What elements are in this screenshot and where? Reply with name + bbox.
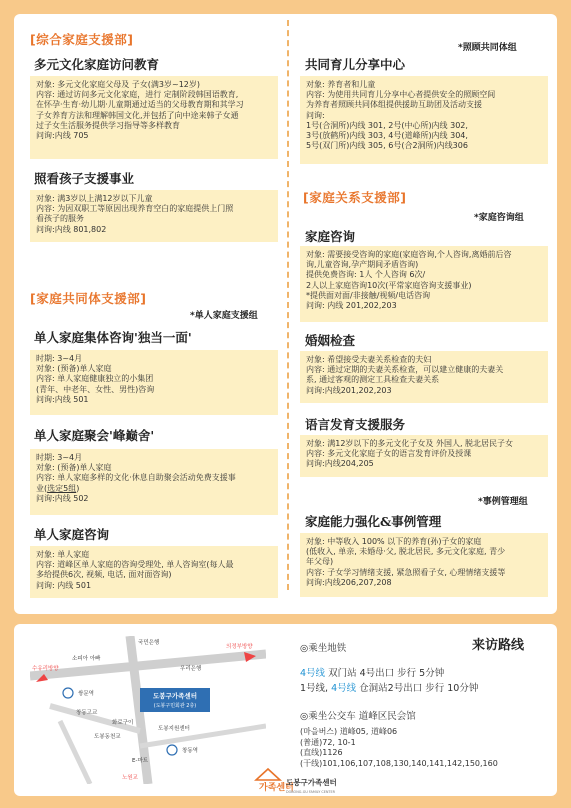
group-tag-care-community: *照顾共同体组 — [458, 43, 517, 53]
info-box-family-counsel: 对象: 需要接受咨询的家庭(家庭咨询,个人咨询,离婚前后咨 询,儿童咨询,孕产期间矛盾咨询) 提供免费咨询: 1人 个人咨询 6次/ 2人以上家庭咨询10次(平常家庭咨询支援事业) *提供面对面/非接触/视频/电话咨询 问询: 内线 201,202,203 — [300, 246, 548, 322]
subway-route-1: 4号线 双门站 4号出口 步行 5分钟 — [300, 668, 445, 679]
map-label-dobong-cheon: 도봉동천교 — [94, 734, 121, 740]
logo-mark-text: 가족센터 — [259, 783, 294, 793]
bus-lines: (마을버스) 道峰05, 道峰06 (普通)72, 10-1 (直线)1126 (干线)101,106,107,108,130,140,141,142,150,160 — [300, 727, 498, 768]
map-label-nowon: 노원교 — [122, 775, 138, 781]
info-box-capacity: 对象: 中等收入 100% 以下的养育(孙)子女的家庭 (低收入, 单亲, 未婚母·父, 脱北居民, 多元文化家庭, 青少 年父母) 内容: 子女学习情绪支援, 紧急照看子女, 心理情绪支援等 问询:内线206,207,208 — [300, 533, 548, 597]
map-label-woori: 우리은행 — [180, 666, 202, 672]
group-tag-family-counsel: *家庭咨询组 — [474, 213, 524, 223]
column-divider — [287, 20, 289, 590]
logo-subtitle: DOBONG-GU FAMILY CENTER — [286, 790, 335, 794]
heading-language-development: 语言发育支援服务 — [305, 417, 406, 432]
map-label-changdong: 창동역 — [182, 748, 198, 754]
section-title-integrated-support: [综合家庭支援部] — [30, 32, 134, 47]
heading-childcare-support: 照看孩子支援事业 — [34, 171, 135, 186]
family-center-logo — [254, 766, 350, 804]
bus-heading: ◎乘坐公交车 道峰区民会馆 — [300, 711, 416, 722]
group-tag-single-household: *单人家庭支援组 — [190, 311, 258, 321]
heading-multicultural-visit-education: 多元文化家庭访问教育 — [34, 57, 160, 72]
location-map — [30, 636, 266, 784]
heading-single-group-counsel: 单人家庭集体咨询'独当一面' — [34, 330, 192, 345]
route-title: 来访路线 — [472, 638, 525, 653]
map-center-label: 도봉구가족센터 — [153, 692, 197, 700]
map-label-kookmin: 국민은행 — [138, 640, 160, 646]
map-station-marker-changdong — [167, 745, 177, 755]
map-label-ssangmun: 쌍문역 — [78, 691, 94, 697]
info-box-multicultural: 对象: 多元文化家庭父母及 子女(满3岁~12岁) 内容: 通过访问多元文化家庭，进行 定制阶段韩国语教育, 在怀孕·生育·幼儿期·儿童期通过适当的父母教育期和其学习 子女养育方法和理解韩国文化,并包括了向中途来韩子女通 过子女生活服务提供学习指导等多样教育 问询:内线 705 — [30, 76, 278, 159]
info-box-single-meetup: 时期: 3~4月 对象: (预备)单人家庭 内容: 单人家庭多样的文化·休息自助聚会活动免费支援事 业(选定5组) 问询:内线 502 — [30, 449, 278, 515]
info-box-marriage-check: 对象: 希望接受夫妻关系检查的夫妇 内容: 通过定期的夫妻关系检查，可以建立健康的夫妻关 系, 通过客观的测定工具检查夫妻关系 问询:内线201,202,203 — [300, 351, 548, 403]
heading-family-counsel: 家庭咨询 — [305, 229, 356, 244]
section-title-community-support: [家庭共同体支援部] — [30, 291, 147, 306]
map-label-sophia: 소피아 아빠 — [72, 656, 101, 662]
heading-single-counsel: 单人家庭咨询 — [34, 527, 110, 542]
info-box-shared-childcare: 对象: 养育者和儿童 内容: 为使用共同育儿分享中心者提供安全的照顾空间 为养育者照顾共同体组提供援助互助团及活动支援 问询: 1号(合洞所)内线 301, 2号(中心所)内线 302, 3号(放鹤所)内线 303, 4号(道峰所)内线 304, 5号(双门所)内线 305, 6号(合2洞所)内线306 — [300, 76, 548, 164]
info-box-language: 对象: 满12岁以下的多元文化子女及 外国人, 脱北居民子女 内容: 多元文化家庭子女的语言发育评价及授课 问询:内线204,205 — [300, 435, 548, 477]
map-label-suyu: 수유리방향 — [32, 666, 59, 672]
logo-name: 도봉구가족센터 — [286, 778, 337, 787]
heading-marriage-check: 婚姻检查 — [305, 333, 356, 348]
map-center-sublabel: (도봉구민회관 2층) — [153, 703, 197, 709]
map-label-emart: E-마트 — [132, 758, 149, 764]
selected-groups-underline: 选定5组 — [47, 483, 77, 493]
map-label-grill: 화로구이 — [112, 720, 134, 726]
map-label-dobong-branch: 도봉지원센터 — [158, 726, 190, 732]
heading-capacity-case-management: 家庭能力强化&事例管理 — [305, 514, 442, 529]
map-station-marker-ssangmun — [63, 688, 73, 698]
heading-single-meetup: 单人家庭聚会'峰巅舍' — [34, 428, 155, 443]
map-label-uijeongbu: 의정부방향 — [226, 644, 253, 650]
info-box-single-counsel: 对象: 单人家庭 内容: 道峰区单人家庭的咨询受理处, 单人咨询室(每人最 多给提供6次, 视频, 电话, 面对面咨询) 问询: 内线 501 — [30, 546, 278, 598]
map-label-changdong-high: 창동고교 — [76, 710, 98, 716]
subway-heading: ◎乘坐地铁 — [300, 643, 347, 654]
heading-shared-childcare: 共同育儿分享中心 — [305, 57, 406, 72]
subway-route-2: 1号线, 4号线 仓洞站2号出口 步行 10分钟 — [300, 683, 479, 694]
info-box-childcare: 对象: 满3岁以上满12岁以下儿童 内容: 为因双职工等原因出现养育空白的家庭提供上门照 看孩子的服务 问询:内线 801,802 — [30, 190, 278, 242]
section-title-family-relations: [家庭关系支援部] — [303, 190, 407, 205]
info-box-single-group: 时期: 3~4月 对象: (预备)单人家庭 内容: 单人家庭健康独立的小集团 (青年、中老年、女性、男性)咨询 问询:内线 501 — [30, 350, 278, 415]
group-tag-case-management: *事例管理组 — [478, 497, 528, 507]
